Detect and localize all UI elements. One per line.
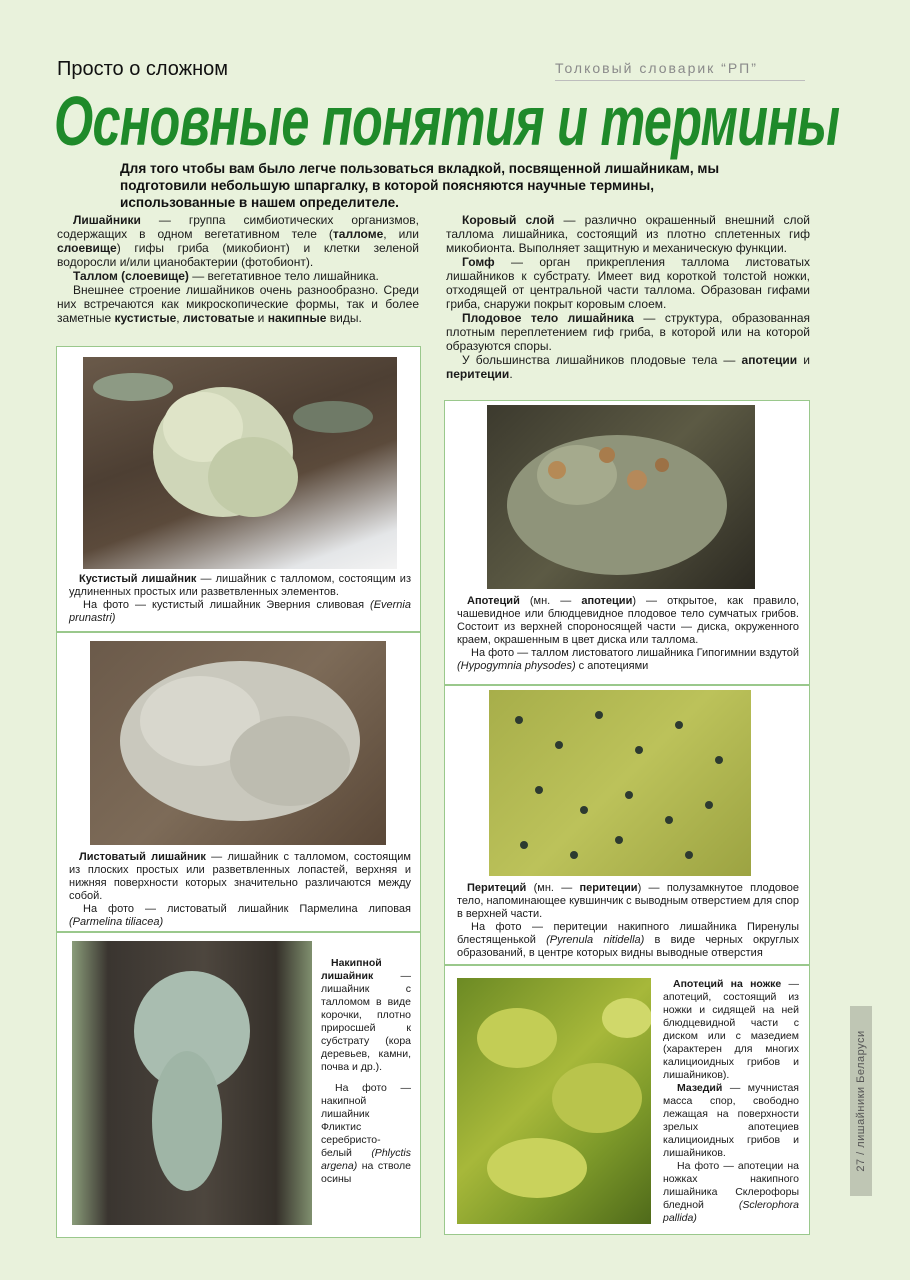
- side-page-tab: [850, 1006, 872, 1196]
- caption-apothecium: Апотеций (мн. — апотеции) — открытое, как правило, чашевидное или блюдцевидное плодовое тело сумчатых грибов. Состоит из верхней спороносящей части — диска, окруженного краем, окрашенным в цвет диска или таллома. На фото — таллом листоватого лишайника Гипогимнии вздутой (Hypogymnia physodes) с апотециями: [457, 595, 799, 672]
- card-foliose-lichen: [56, 632, 421, 932]
- term-thallus: Таллом (слоевище): [73, 269, 189, 283]
- caption-stalked-apothecium: Апотеций на ножке — апотеций, состоящий из ножки и сидящей на ней блюдцевидной части с диском или с мазедием (характерен для многих калициоидных грибов и лишайников). Мазедий — мучнистая масса спор, свободно лежащая на поверхности зрелых апотециев калициоидных грибов и лишайников. На фото — апотеции на ножках накипного лишайника Склерофоры бледной (Sclerophora pallida): [663, 978, 799, 1224]
- photo-pyrenula: [489, 690, 751, 876]
- card-stalked-apothecium: [444, 965, 810, 1235]
- caption-perithecium: Перитеций (мн. — перитеции) — полузамкнутое плодовое тело, напоминающее кувшинчик с выводным отверстием для спор в верхней части. На фото — перитеции накипного лишайника Пиренулы блестященькой (Pyrenula nitidella) в виде черных округлых образований, в центре которых видны выводные отверстия: [457, 882, 799, 959]
- caption-fruticose: Кустистый лишайник — лишайник с талломом, состоящим из удлиненных простых или разветвленных элементов. На фото — кустистый лишайник Эверния сливовая (Evernia prunastri): [69, 573, 411, 624]
- page-title: Основные понятия и термины: [54, 82, 840, 160]
- photo-hypogymnia: [487, 405, 755, 589]
- photo-phlyctis: [72, 941, 312, 1225]
- lead-paragraph: Для того чтобы вам было легче пользоваться вкладкой, посвященной лишайникам, мы подготовили небольшую шпаргалку, в которой поясняются научные термины, использованные в нашем определителе.: [120, 161, 720, 210]
- right-text-column: Коровый слой — различно окрашенный внешний слой таллома лишайника, состоящий из плотно сплетенных гиф микобионта. Выполняет защитную и механическую функции. Гомф — орган прикрепления таллома листоватых лишайников к субстрату. Имеет вид короткой толстой ножки, отходящей от центральной части таллома. Образован гифами гриба, снаружи покрыт коровым слоем. Плодовое тело лишайника — структура, образованная плотным переплетением гиф гриба, в которой или на которой образуются споры. У большинства лишайников плодовые тела — апотеции и перитеции.: [446, 213, 810, 381]
- card-apothecium: [444, 400, 810, 685]
- section-title: Просто о сложном: [57, 58, 229, 80]
- term-cortex: Коровый слой: [462, 213, 555, 227]
- photo-sclerophora: [457, 978, 651, 1224]
- card-perithecium: [444, 685, 810, 965]
- caption-crustose: Накипной лишайник — лишайник с талломом в виде корочки, плотно приросшей к субстрату (кора деревьев, камни, почва и др.). На фото — накипной лишайник Фликтис серебристо-белый (Phlyctis argena) на стволе осины: [321, 957, 411, 1185]
- left-text-column: Лишайники — группа симбиотических организмов, содержащих в одном вегетативном теле (талломе, или слоевище) гифы гриба (микобионт) и клетки зеленой водоросли и/или цианобактерии (фотобионт). Таллом (слоевище) — вегетативное тело лишайника. Внешнее строение лишайников очень разнообразно. Среди них встречаются как микроскопические формы, так и более заметные кустистые, листоватые и накипные виды.: [57, 213, 420, 325]
- photo-evernia: [83, 357, 397, 569]
- term-gomph: Гомф: [462, 255, 495, 269]
- term-fruiting-body: Плодовое тело лишайника: [462, 311, 634, 325]
- caption-foliose: Листоватый лишайник — лишайник с талломом, состоящим из плоских простых или разветвленных лопастей, верхняя и нижняя поверхности которых значительно различаются между собой. На фото — листоватый лишайник Пармелина липовая (Parmelina tiliacea): [69, 851, 411, 928]
- term-lichens: Лишайники: [73, 213, 141, 227]
- header-rule: [555, 80, 805, 81]
- page-number-label: 27 / лишайники Беларуси: [855, 1030, 867, 1172]
- card-crustose-lichen: [56, 932, 421, 1238]
- header-tag: Толковый словарик “РП”: [555, 60, 758, 76]
- card-fruticose-lichen: [56, 346, 421, 632]
- photo-parmelina: [90, 641, 386, 845]
